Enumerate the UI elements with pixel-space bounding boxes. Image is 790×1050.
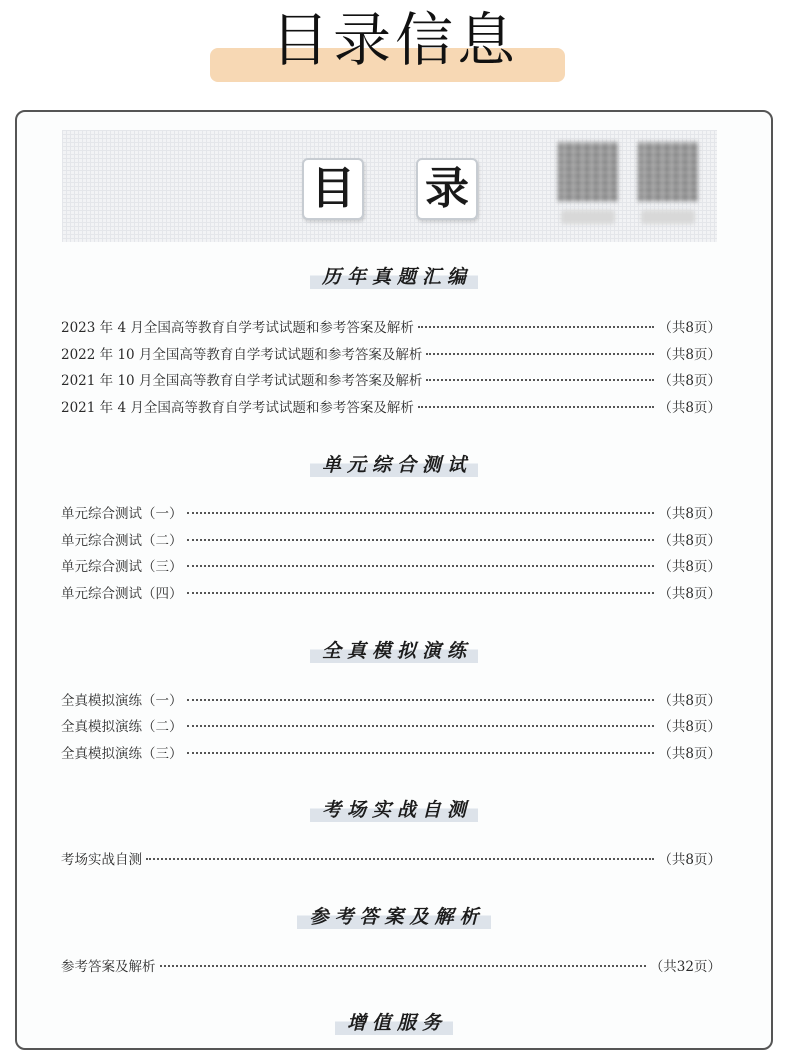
section-title: 参考答案及解析 — [17, 902, 771, 932]
qr-code-icon — [558, 142, 618, 202]
toc-row: 全真模拟演练（一） （共8页） — [61, 693, 721, 709]
toc-row: 考场实战自测 （共8页） — [61, 852, 721, 868]
toc-row: 2023 年 4 月全国高等教育自学考试试题和参考答案及解析 （共8页） — [61, 320, 721, 336]
section-title: 考场实战自测 — [17, 795, 771, 825]
toc-card — [15, 110, 773, 1050]
qr-caption — [641, 210, 695, 224]
qr-code-icon — [638, 142, 698, 202]
page-title: 目录信息 — [270, 6, 519, 74]
section-title: 单元综合测试 — [17, 450, 771, 480]
toc-row: 单元综合测试（一） （共8页） — [61, 506, 721, 522]
section-title: 全真模拟演练 — [17, 636, 771, 666]
toc-row: 2021 年 4 月全国高等教育自学考试试题和参考答案及解析 （共8页） — [61, 400, 721, 416]
toc-row: 参考答案及解析 （共32页） — [61, 959, 721, 975]
toc-row: 2022 年 10 月全国高等教育自学考试试题和参考答案及解析 （共8页） — [61, 347, 721, 363]
toc-row: 单元综合测试（四） （共8页） — [61, 586, 721, 602]
qr-caption — [561, 210, 615, 224]
banner-char-lu: 录 — [416, 158, 478, 220]
section-title: 历年真题汇编 — [17, 262, 771, 292]
toc-row: 全真模拟演练（二） （共8页） — [61, 719, 721, 735]
section-title: 增值服务 — [17, 1008, 771, 1038]
toc-row: 单元综合测试（三） （共8页） — [61, 559, 721, 575]
toc-row: 2021 年 10 月全国高等教育自学考试试题和参考答案及解析 （共8页） — [61, 373, 721, 389]
toc-row: 单元综合测试（二） （共8页） — [61, 533, 721, 549]
toc-banner — [62, 130, 717, 242]
banner-char-mu: 目 — [302, 158, 364, 220]
toc-row: 全真模拟演练（三） （共8页） — [61, 746, 721, 762]
